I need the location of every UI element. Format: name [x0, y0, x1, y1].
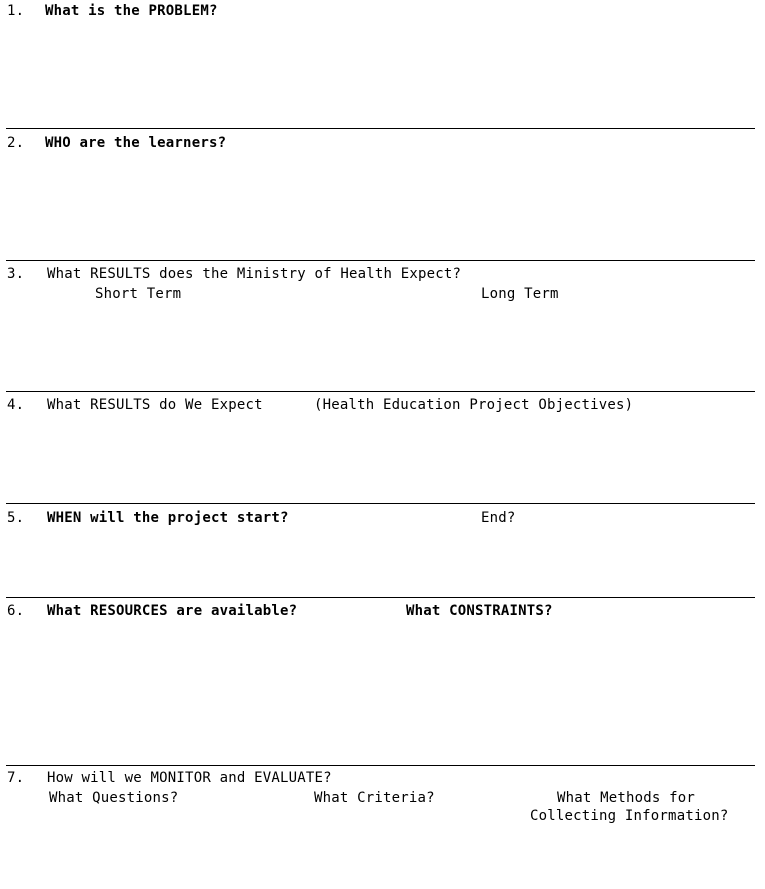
section-7-question: How will we MONITOR and EVALUATE? [47, 770, 332, 786]
section-5-end-label: End? [481, 510, 516, 526]
section-5-number: 5. [7, 510, 25, 526]
section-2-question: WHO are the learners? [45, 135, 227, 151]
section-3-number: 3. [7, 266, 25, 282]
divider-6 [6, 765, 755, 766]
divider-3 [6, 391, 755, 392]
section-4-number: 4. [7, 397, 25, 413]
section-6-constraints-label: What CONSTRAINTS? [406, 603, 553, 619]
section-7-criteria-label: What Criteria? [314, 790, 435, 806]
divider-4 [6, 503, 755, 504]
section-3-question: What RESULTS does the Ministry of Health Expect? [47, 266, 462, 282]
section-7-number: 7. [7, 770, 25, 786]
section-2-number: 2. [7, 135, 25, 151]
divider-2 [6, 260, 755, 261]
section-6-number: 6. [7, 603, 25, 619]
section-7-collecting-label: Collecting Information? [530, 808, 729, 824]
section-7-questions-label: What Questions? [49, 790, 179, 806]
section-1-question: What is the PROBLEM? [45, 3, 218, 19]
section-5-question: WHEN will the project start? [47, 510, 289, 526]
section-4-aside: (Health Education Project Objectives) [314, 397, 634, 413]
divider-1 [6, 128, 755, 129]
section-3-long-term-label: Long Term [481, 286, 559, 302]
section-1-number: 1. [7, 3, 25, 19]
divider-5 [6, 597, 755, 598]
section-7-methods-label: What Methods for [557, 790, 696, 806]
section-3-short-term-label: Short Term [95, 286, 182, 302]
section-4-question: What RESULTS do We Expect [47, 397, 263, 413]
section-6-question: What RESOURCES are available? [47, 603, 298, 619]
